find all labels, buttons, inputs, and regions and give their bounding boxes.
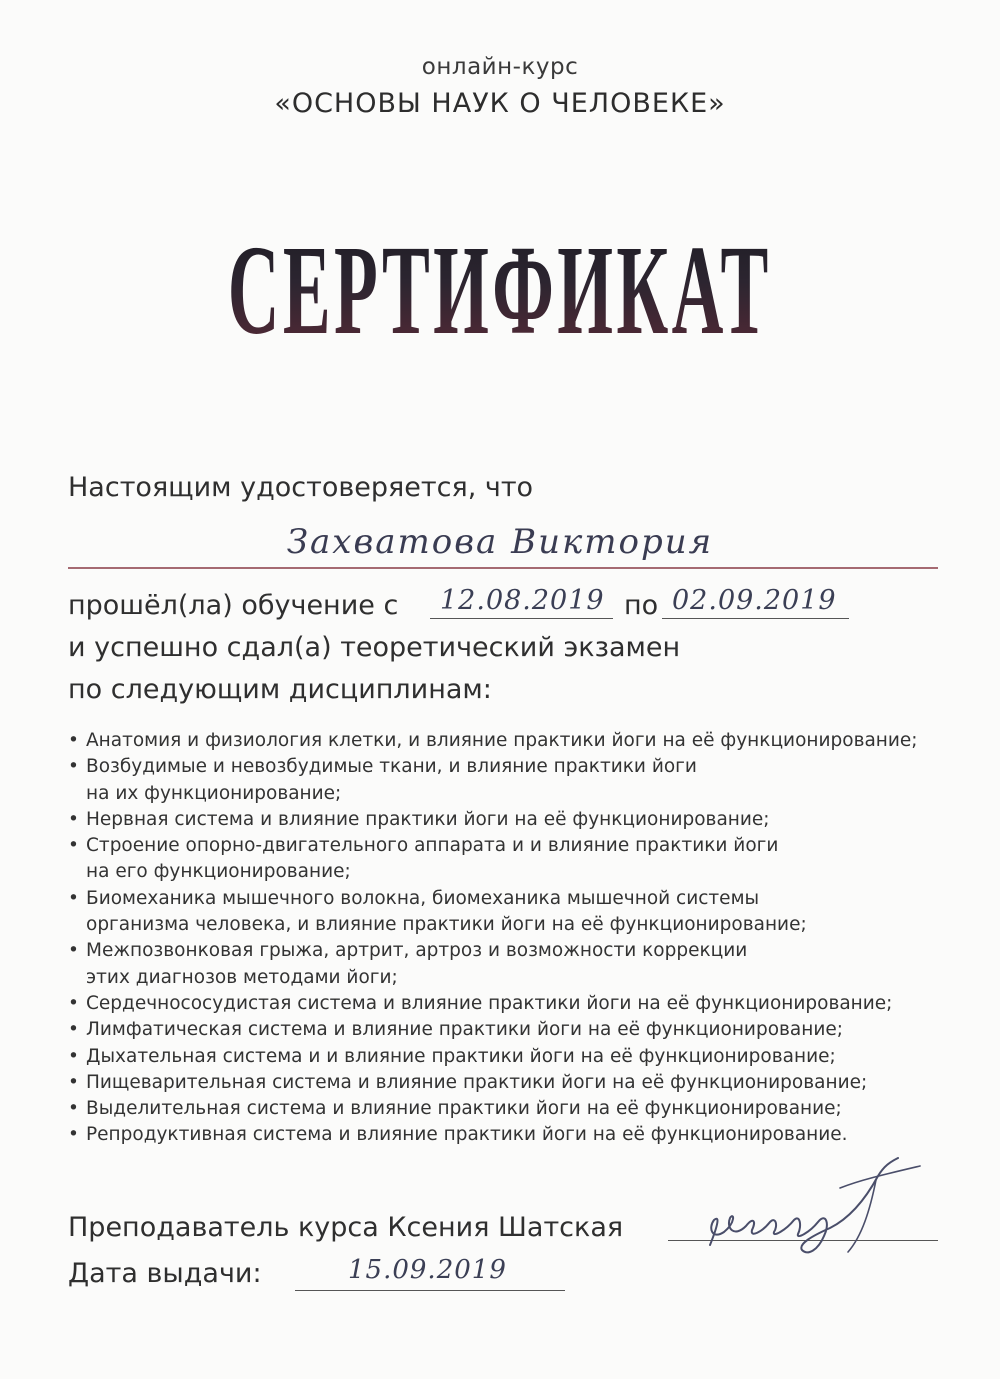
discipline-text: Строение опорно-двигательного аппарата и и влияние практики йоги на его функционирование; (86, 835, 779, 883)
bullet: • (68, 756, 79, 778)
list-item (68, 886, 968, 939)
certify-intro: Настоящим удостоверяется, что (68, 472, 534, 503)
end-date: 02.09.2019 (672, 585, 837, 616)
bullet: • (68, 1071, 79, 1093)
bullet: • (68, 992, 79, 1014)
exam-text: и успешно сдал(а) теоретический экзамен (68, 632, 681, 663)
disciplines-list (68, 728, 968, 1149)
list-item (68, 754, 968, 807)
certificate-title (0, 210, 1000, 370)
bullet: • (68, 835, 79, 857)
discipline-text: Возбудимые и невозбудимые ткани, и влияние практики йоги на их функционирование; (86, 756, 697, 804)
discipline-text: Пищеварительная система и влияние практики йоги на её функционирование; (86, 1071, 868, 1093)
start-date-underline (430, 618, 613, 619)
issue-date: 15.09.2019 (348, 1255, 507, 1285)
bullet: • (68, 940, 79, 962)
list-item (68, 938, 968, 991)
bullet: • (68, 1019, 79, 1041)
certificate-title-text: СЕРТИФИКАТ (228, 210, 772, 370)
list-item (68, 1044, 968, 1070)
end-date-underline (662, 618, 849, 619)
discipline-text: Нервная система и влияние практики йоги на её функционирование; (86, 808, 770, 830)
discipline-text: Анатомия и физиология клетки, и влияние практики йоги на её функционирование; (86, 730, 918, 751)
list-item (68, 728, 968, 754)
course-kind: онлайн-курс (421, 54, 579, 80)
bullet: • (68, 808, 79, 830)
discipline-text: Межпозвонковая грыжа, артрит, артроз и возможности коррекции этих диагнозов методами йоги; (86, 940, 748, 988)
bullet: • (68, 887, 79, 909)
issue-date-label: Дата выдачи: (68, 1258, 262, 1289)
list-item (68, 807, 968, 833)
name-underline (68, 567, 938, 569)
discipline-text: Биомеханика мышечного волокна, биомеханика мышечной системы организма человека, и влияние практики йоги на её функционирование; (86, 887, 807, 936)
list-item (68, 1070, 968, 1096)
start-date: 12.08.2019 (440, 585, 605, 616)
list-item (68, 1017, 968, 1043)
list-item (68, 1096, 968, 1122)
bullet: • (68, 1098, 79, 1120)
to-label: по (624, 590, 659, 621)
discipline-text: Дыхательная система и и влияние практики йоги на её функционирование; (86, 1045, 836, 1067)
bullet: • (68, 730, 79, 751)
discipline-text: Выделительная система и влияние практики йоги на её функционирование; (86, 1098, 842, 1120)
discipline-text: Сердечнососудистая система и влияние практики йоги на её функционирование; (86, 992, 893, 1014)
teacher-label: Преподаватель курса Ксения Шатская (68, 1212, 624, 1243)
list-item (68, 833, 968, 886)
course-name: «ОСНОВЫ НАУК О ЧЕЛОВЕКЕ» (274, 88, 726, 119)
disciplines-intro: по следующим дисциплинам: (68, 674, 492, 705)
signature-image (690, 1140, 950, 1270)
bullet: • (68, 1124, 79, 1146)
bullet: • (68, 1045, 79, 1067)
discipline-text: Репродуктивная система и влияние практики йоги на её функционирование. (86, 1124, 848, 1146)
issue-date-underline (295, 1290, 565, 1291)
studied-label: прошёл(ла) обучение с (68, 590, 399, 621)
recipient-name: Захватова Виктория (286, 522, 714, 562)
list-item (68, 991, 968, 1017)
discipline-text: Лимфатическая система и влияние практики йоги на её функционирование; (86, 1019, 843, 1041)
